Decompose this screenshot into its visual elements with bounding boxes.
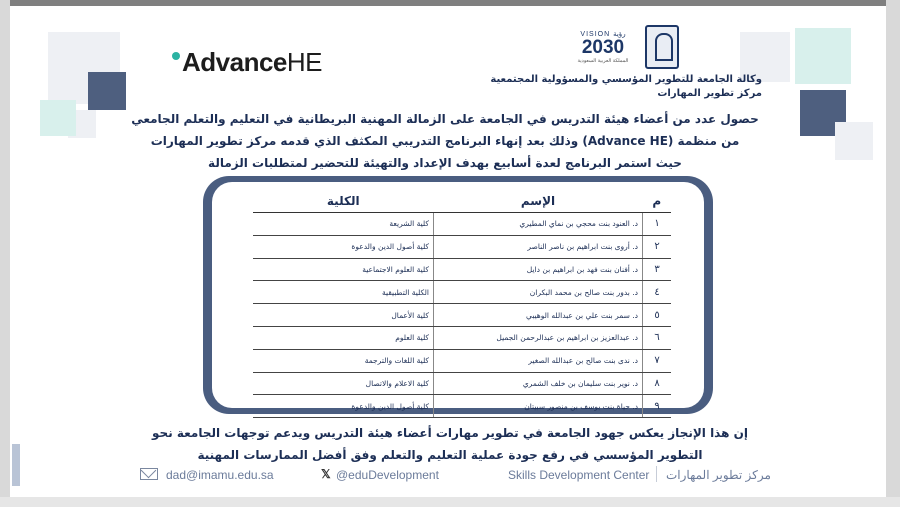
advancehe-logo [174, 47, 322, 78]
row-name: د. ندى بنت صالح بن عبدالله الصغير [434, 349, 643, 372]
row-college: الكلية التطبيقية [253, 281, 434, 304]
table-row [253, 349, 671, 372]
footer-email[interactable]: dad@imamu.edu.sa [166, 468, 274, 482]
table-row [253, 235, 671, 258]
intro-paragraph [60, 108, 830, 174]
row-num: ٦ [643, 326, 672, 349]
vision-line3: المملكة العربية السعودية [577, 58, 629, 64]
row-college: كلية الاعلام والاتصال [253, 372, 434, 395]
table-row [253, 395, 671, 418]
bottom-frame-bar [0, 497, 900, 507]
agency-line1: وكالة الجامعة للتطوير المؤسسي والمسؤولية المجتمعية [490, 74, 762, 85]
row-num: ٤ [643, 281, 672, 304]
right-frame-bar [886, 0, 900, 507]
row-num: ٥ [643, 304, 672, 327]
row-num: ١ [643, 213, 672, 236]
intro-line2: من منظمة (Advance HE) وذلك بعد إنهاء البرنامج التدريبي المكثف الذي قدمه مركز تطوير المهارات [150, 134, 740, 148]
table-row [253, 281, 671, 304]
row-college: كلية أصول الدين والدعوة [253, 235, 434, 258]
agency-title [442, 73, 762, 101]
left-frame-bar [0, 0, 10, 507]
row-college: كلية الأعمال [253, 304, 434, 327]
outro-line1: إن هذا الإنجاز يعكس جهود الجامعة في تطوير مهارات أعضاء هيئة التدريس ويدعم توجهات الجامعة نحو [152, 426, 748, 440]
row-college: كلية العلوم [253, 326, 434, 349]
row-num: ٩ [643, 395, 672, 418]
names-table-frame [203, 176, 713, 414]
header-college: الكلية [253, 190, 434, 213]
table-row [253, 372, 671, 395]
row-name: د. بدور بنت صالح بن محمد البكران [434, 281, 643, 304]
header-name: الإسم [434, 190, 643, 213]
row-num: ٢ [643, 235, 672, 258]
row-name: د. حياة بنت يوسف بن منصور سبيتان [434, 395, 643, 418]
row-name: د. عبدالعزيز بن ابراهيم بن عبدالرحمن الجميل [434, 326, 643, 349]
advancehe-logo-suffix: HE [286, 47, 323, 77]
decor-square [835, 122, 873, 160]
top-frame-bar [0, 0, 900, 6]
row-name: د. نوير بنت سليمان بن خلف الشمري [434, 372, 643, 395]
outro-line2: التطوير المؤسسي في رفع جودة عملية التعليم والتعلم وفق أفضل الممارسات المهنية [197, 448, 703, 462]
decor-square [795, 28, 851, 84]
row-num: ٣ [643, 258, 672, 281]
row-num: ٧ [643, 349, 672, 372]
header-num: م [643, 190, 672, 213]
agency-line2: مركز تطوير المهارات [657, 88, 762, 99]
vision-year: 2030 [581, 37, 625, 58]
row-name: د. سمر بنت علي بن عبدالله الوهيبي [434, 304, 643, 327]
row-college: كلية الشريعة [253, 213, 434, 236]
outro-paragraph [100, 422, 800, 466]
footer-center-ar: مركز تطوير المهارات [666, 468, 771, 482]
footer-separator [656, 466, 657, 482]
intro-line3: حيث استمر البرنامج لعدة أسابيع بهدف الإعداد والتهيئة للتحضير لمتطلبات الزمالة [208, 156, 682, 170]
advancehe-logo-main: Advance [182, 47, 287, 77]
names-table-panel [212, 182, 704, 412]
x-twitter-icon: 𝕏 [321, 467, 331, 481]
row-college: كلية اللغات والترجمة [253, 349, 434, 372]
row-college: كلية العلوم الاجتماعية [253, 258, 434, 281]
mail-icon [140, 468, 158, 480]
names-table [253, 190, 671, 418]
row-name: د. العنود بنت محجي بن نماي المطيري [434, 213, 643, 236]
row-name: د. أفنان بنت فهد بن ابراهيم بن دايل [434, 258, 643, 281]
vision-line1: VISION رؤية [580, 31, 626, 38]
decor-square [88, 72, 126, 110]
intro-line1: حصول عدد من أعضاء هيئة التدريس في الجامعة على الزمالة المهنية البريطانية في التعليم والتعلم الجامعي [131, 112, 759, 126]
footer-bar [0, 464, 900, 489]
table-row [253, 304, 671, 327]
row-name: د. أروى بنت ابراهيم بن ناصر الناصر [434, 235, 643, 258]
table-row [253, 213, 671, 236]
table-header-row [253, 190, 671, 213]
row-college: كلية أصول الدين والدعوة [253, 395, 434, 418]
row-num: ٨ [643, 372, 672, 395]
university-emblem-icon [645, 25, 679, 69]
table-row [253, 258, 671, 281]
table-row [253, 326, 671, 349]
vision-2030-logo [573, 30, 633, 70]
footer-center-en: Skills Development Center [508, 468, 650, 482]
footer-twitter[interactable]: @eduDevelopment [336, 468, 439, 482]
